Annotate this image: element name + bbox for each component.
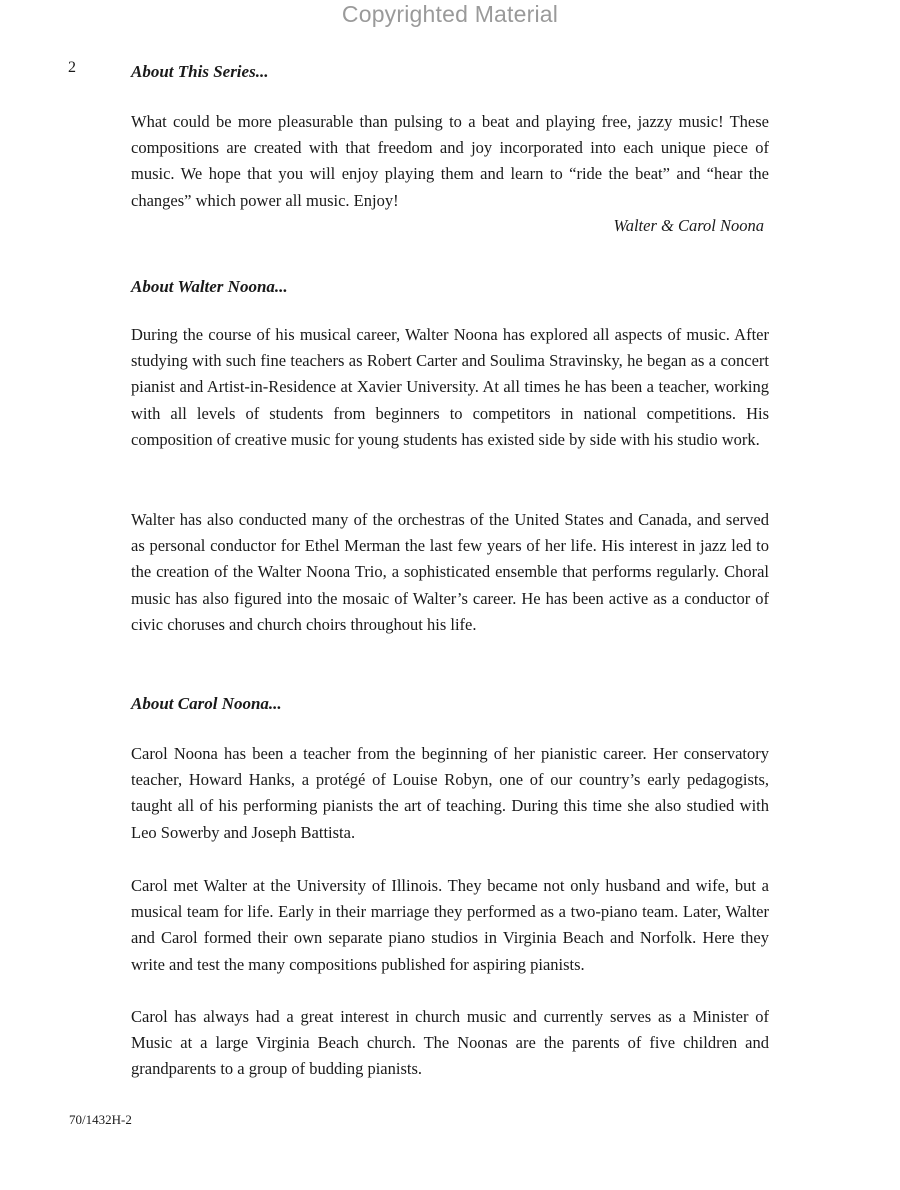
paragraph-carol-church: Carol has always had a great interest in church music and currently serves as a Minister of Music at a large Virginia Beach church. The Noonas are the parents of five children and grandparents to a group of budding pianists. [131, 1007, 769, 1079]
heading-about-walter: About Walter Noona... [131, 277, 288, 296]
paragraph-walter-career: During the course of his musical career, Walter Noona has explored all aspects of music. After studying with such fine teachers as Robert Carter and Soulima Stravinsky, he began as a concert pianist and Artist-in-Residence at Xavier University. At all times he has been a teacher, working with all levels of students from beginners to competitors in national competitions. His composition of creative music for young students has existed side by side with his studio work. [131, 325, 769, 449]
signature-authors: Walter & Carol Noona [613, 216, 764, 235]
paragraph-walter-conducting: Walter has also conducted many of the orchestras of the United States and Canada, and served as personal conductor for Ethel Merman the last few years of her life. His interest in jazz led to the creation of the Walter Noona Trio, a sophisticated ensemble that performs regularly. Choral music has also figured into the mosaic of Walter’s career. He has been active as a conductor of civic choruses and church choirs throughout his life. [131, 510, 769, 634]
catalog-code: 70/1432H-2 [69, 1112, 132, 1127]
paragraph-about-series: What could be more pleasurable than pulsing to a beat and playing free, jazzy music! These compositions are created with that freedom and joy incorporated into each unique piece of music. We hope that you will enjoy playing them and learn to “ride the beat” and “hear the changes” which power all music. Enjoy! [131, 112, 769, 210]
heading-about-carol: About Carol Noona... [131, 694, 282, 713]
heading-about-series: About This Series... [131, 62, 269, 81]
paragraph-carol-teacher: Carol Noona has been a teacher from the beginning of her pianistic career. Her conservatory teacher, Howard Hanks, a protégé of Louise Robyn, one of our country’s early pedagogists, taught all of his performing pianists the art of teaching. During this time she also studied with Leo Sowerby and Joseph Battista. [131, 744, 769, 842]
page-number: 2 [68, 59, 76, 76]
copyright-watermark: Copyrighted Material [341, 1, 559, 27]
paragraph-carol-walter: Carol met Walter at the University of Illinois. They became not only husband and wife, but a musical team for life. Early in their marriage they performed as a two-piano team. Later, Walter and Carol formed their own separate piano studios in Virginia Beach and Norfolk. Here they write and test the many compositions published for aspiring pianists. [131, 876, 769, 974]
